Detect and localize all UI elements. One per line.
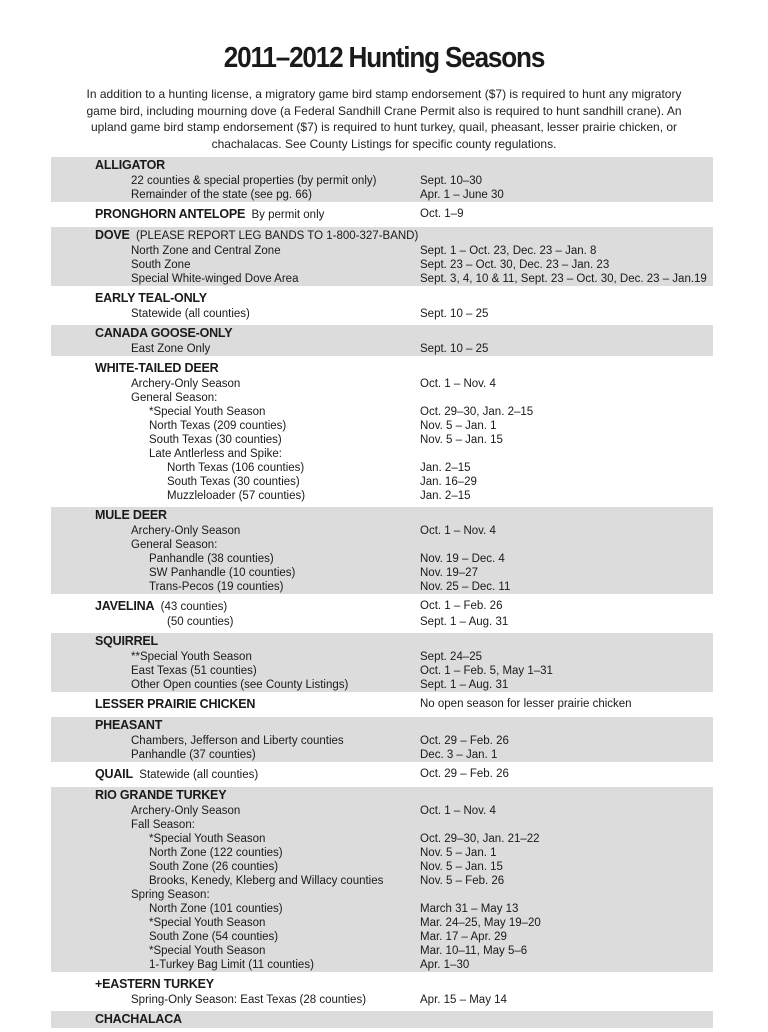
entry-dates: Sept. 23 – Oct. 30, Dec. 23 – Jan. 23 — [420, 259, 610, 271]
season-header-cell — [95, 976, 214, 994]
season-dates: Oct. 29 – Feb. 26 — [420, 768, 509, 780]
entry-label: SW Panhandle (10 counties) — [149, 567, 296, 579]
season-header-line — [51, 227, 713, 244]
entry-label: Muzzleloader (57 counties) — [167, 490, 306, 502]
season-entry — [51, 993, 713, 1007]
season-entry — [51, 888, 713, 902]
entry-label: Spring Season: — [131, 889, 210, 901]
season-header-cell — [95, 360, 218, 378]
entry-label: Statewide (all counties) — [131, 308, 250, 320]
season-row — [51, 227, 713, 290]
entry-label: South Zone (54 counties) — [149, 931, 279, 943]
entry-dates: Sept. 1 – Aug. 31 — [420, 616, 509, 628]
entry-label: Archery-Only Season — [131, 805, 241, 817]
entry-label: Fall Season: — [131, 819, 195, 831]
season-note: Statewide (all counties) — [132, 769, 259, 781]
season-row — [51, 787, 713, 976]
entry-dates: Oct. 1 – Nov. 4 — [420, 378, 496, 390]
season-entry — [51, 342, 713, 356]
entry-dates: Jan. 2–15 — [420, 462, 471, 474]
season-entry — [51, 650, 713, 664]
season-entry — [51, 678, 713, 692]
entry-label: *Special Youth Season — [149, 406, 266, 418]
season-header-cell — [95, 1011, 182, 1029]
page-title: 2011–2012 Hunting Seasons — [223, 42, 545, 74]
season-entry — [51, 538, 713, 552]
season-row — [51, 325, 713, 360]
entry-label: South Zone (26 counties) — [149, 861, 279, 873]
season-header-line — [51, 360, 713, 377]
season-name: EARLY TEAL-ONLY — [95, 291, 207, 305]
season-row — [51, 717, 713, 766]
season-header-cell — [95, 598, 227, 616]
season-name: RIO GRANDE TURKEY — [95, 788, 227, 802]
season-header-line — [51, 766, 713, 783]
entry-label: 22 counties & special properties (by permit only) — [131, 175, 377, 187]
season-row — [51, 1011, 713, 1032]
entry-dates: Nov. 25 – Dec. 11 — [420, 581, 511, 593]
season-name: DOVE — [95, 228, 130, 242]
season-entry — [51, 489, 713, 503]
entry-label: South Zone — [131, 259, 191, 271]
season-row — [51, 157, 713, 206]
season-entry — [51, 433, 713, 447]
entry-dates: Sept. 10–30 — [420, 175, 483, 187]
entry-dates: Nov. 5 – Jan. 15 — [420, 434, 503, 446]
entry-label: 1-Turkey Bag Limit (11 counties) — [149, 959, 314, 971]
season-name: LESSER PRAIRIE CHICKEN — [95, 697, 256, 711]
season-header-line — [51, 787, 713, 804]
season-dates: No open season for lesser prairie chicken — [420, 698, 632, 710]
season-entry — [51, 902, 713, 916]
entry-dates: Dec. 3 – Jan. 1 — [420, 749, 498, 761]
seasons-table — [51, 157, 713, 1032]
season-entry — [51, 615, 713, 629]
season-note: (PLEASE REPORT LEG BANDS TO 1-800-327-BAND) — [129, 230, 419, 242]
entry-label: Brooks, Kenedy, Kleberg and Willacy counties — [149, 875, 384, 887]
entry-label: Archery-Only Season — [131, 525, 241, 537]
entry-dates: Mar. 17 – Apr. 29 — [420, 931, 507, 943]
entry-dates: Sept. 3, 4, 10 & 11, Sept. 23 – Oct. 30, Dec. 23 – Jan.19 — [420, 273, 707, 285]
entry-dates: Oct. 1 – Feb. 5, May 1–31 — [420, 665, 553, 677]
season-entry — [51, 734, 713, 748]
entry-dates: Nov. 5 – Jan. 1 — [420, 420, 497, 432]
season-entry — [51, 916, 713, 930]
entry-dates: Sept. 24–25 — [420, 651, 483, 663]
entry-dates: Apr. 1 – June 30 — [420, 189, 504, 201]
entry-label: North Zone and Central Zone — [131, 245, 281, 257]
season-entry — [51, 307, 713, 321]
season-header-cell — [95, 787, 226, 805]
entry-label: North Texas (209 counties) — [149, 420, 287, 432]
season-entry — [51, 524, 713, 538]
entry-label: South Texas (30 counties) — [149, 434, 282, 446]
season-header-cell — [95, 507, 167, 525]
season-header-cell — [95, 157, 165, 175]
entry-label: Panhandle (38 counties) — [149, 553, 274, 565]
season-entry — [51, 930, 713, 944]
entry-dates: Nov. 5 – Feb. 26 — [420, 875, 505, 887]
season-name: PRONGHORN ANTELOPE — [95, 207, 246, 221]
entry-dates: Apr. 1–30 — [420, 959, 470, 971]
season-entry — [51, 944, 713, 958]
season-name: WHITE-TAILED DEER — [95, 361, 219, 375]
season-note: (43 counties) — [154, 601, 228, 613]
season-header-cell — [95, 290, 207, 308]
entry-label: Panhandle (37 counties) — [131, 749, 256, 761]
entry-label: Other Open counties (see County Listings) — [131, 679, 349, 691]
season-header-cell — [95, 696, 255, 714]
entry-label: Trans-Pecos (19 counties) — [149, 581, 284, 593]
entry-dates: Sept. 10 – 25 — [420, 343, 489, 355]
entry-dates: Jan. 2–15 — [420, 490, 471, 502]
entry-label: Archery-Only Season — [131, 378, 241, 390]
season-row — [51, 696, 713, 717]
entry-label: *Special Youth Season — [149, 917, 266, 929]
season-row — [51, 766, 713, 787]
season-header-cell — [95, 227, 418, 245]
season-entry — [51, 447, 713, 461]
season-name: QUAIL — [95, 767, 133, 781]
entry-dates: Oct. 1 – Nov. 4 — [420, 525, 496, 537]
season-name: CHACHALACA — [95, 1012, 182, 1026]
season-header-line — [51, 598, 713, 615]
season-row — [51, 290, 713, 325]
season-entry — [51, 258, 713, 272]
season-entry — [51, 958, 713, 972]
season-entry — [51, 566, 713, 580]
season-entry — [51, 188, 713, 202]
season-row — [51, 360, 713, 507]
season-entry — [51, 832, 713, 846]
season-header-line — [51, 976, 713, 993]
season-entry — [51, 874, 713, 888]
entry-label: South Texas (30 counties) — [167, 476, 300, 488]
season-note: By permit only — [245, 209, 325, 221]
entry-dates: Mar. 24–25, May 19–20 — [420, 917, 541, 929]
entry-dates: Apr. 15 – May 14 — [420, 994, 507, 1006]
entry-label: North Zone (122 counties) — [149, 847, 283, 859]
entry-label: Special White-winged Dove Area — [131, 273, 299, 285]
season-entry — [51, 174, 713, 188]
season-entry — [51, 860, 713, 874]
season-header-line — [51, 325, 713, 342]
entry-label: *Special Youth Season — [149, 833, 266, 845]
entry-dates: Mar. 10–11, May 5–6 — [420, 945, 528, 957]
season-header-cell — [95, 206, 324, 224]
season-entry — [51, 664, 713, 678]
season-dates: Oct. 1–9 — [420, 208, 464, 220]
season-entry — [51, 580, 713, 594]
entry-label: Late Antlerless and Spike: — [149, 448, 282, 460]
season-entry — [51, 391, 713, 405]
season-row — [51, 507, 713, 598]
entry-label: North Texas (106 counties) — [167, 462, 305, 474]
season-row — [51, 598, 713, 633]
season-header-line — [51, 717, 713, 734]
entry-label: **Special Youth Season — [131, 651, 252, 663]
season-name: MULE DEER — [95, 508, 167, 522]
season-header-line — [51, 290, 713, 307]
season-header-line — [51, 507, 713, 524]
season-name: CANADA GOOSE-ONLY — [95, 326, 233, 340]
season-header-line — [51, 1011, 713, 1028]
entry-dates: March 31 – May 13 — [420, 903, 519, 915]
season-row — [51, 206, 713, 227]
entry-dates: Oct. 29–30, Jan. 2–15 — [420, 406, 534, 418]
season-entry — [51, 748, 713, 762]
season-dates: Oct. 1 – Feb. 26 — [420, 600, 503, 612]
entry-dates: Nov. 19 – Dec. 4 — [420, 553, 505, 565]
entry-dates: Nov. 5 – Jan. 15 — [420, 861, 503, 873]
season-header-line — [51, 157, 713, 174]
season-header-line — [51, 696, 713, 713]
entry-dates: Sept. 10 – 25 — [420, 308, 489, 320]
entry-label: (50 counties) — [167, 616, 234, 628]
season-entry — [51, 419, 713, 433]
entry-label: East Zone Only — [131, 343, 211, 355]
entry-label: Spring-Only Season: East Texas (28 counties) — [131, 994, 367, 1006]
entry-label: General Season: — [131, 539, 218, 551]
season-entry — [51, 552, 713, 566]
season-header-cell — [95, 717, 162, 735]
season-entry — [51, 244, 713, 258]
season-row — [51, 976, 713, 1011]
season-header-line — [51, 206, 713, 223]
entry-label: General Season: — [131, 392, 218, 404]
season-name: JAVELINA — [95, 599, 155, 613]
season-name: ALLIGATOR — [95, 158, 165, 172]
entry-dates: Sept. 1 – Oct. 23, Dec. 23 – Jan. 8 — [420, 245, 597, 257]
season-name: +EASTERN TURKEY — [95, 977, 214, 991]
entry-label: East Texas (51 counties) — [131, 665, 257, 677]
season-name: SQUIRREL — [95, 634, 158, 648]
season-entry — [51, 804, 713, 818]
entry-dates: Sept. 1 – Aug. 31 — [420, 679, 509, 691]
season-entry — [51, 846, 713, 860]
season-row — [51, 633, 713, 696]
season-header-line — [51, 633, 713, 650]
season-entry — [51, 475, 713, 489]
entry-label: *Special Youth Season — [149, 945, 266, 957]
season-entry — [51, 377, 713, 391]
season-entry — [51, 461, 713, 475]
entry-dates: Nov. 5 – Jan. 1 — [420, 847, 497, 859]
season-header-cell — [95, 633, 158, 651]
season-name: PHEASANT — [95, 718, 163, 732]
entry-dates: Nov. 19–27 — [420, 567, 478, 579]
entry-label: North Zone (101 counties) — [149, 903, 283, 915]
season-entry — [51, 272, 713, 286]
season-header-cell — [95, 325, 232, 343]
entry-dates: Oct. 29 – Feb. 26 — [420, 735, 509, 747]
season-entry — [51, 405, 713, 419]
entry-dates: Jan. 16–29 — [420, 476, 477, 488]
entry-label: Chambers, Jefferson and Liberty counties — [131, 735, 344, 747]
entry-label: Remainder of the state (see pg. 66) — [131, 189, 312, 201]
entry-dates: Oct. 1 – Nov. 4 — [420, 805, 496, 817]
intro-paragraph: In addition to a hunting license, a migratory game bird stamp endorsement ($7) is required to hunt any migratory game bird, including mourning dove (a Federal Sandhill Crane Permit also is required to hunt sandhill crane). An upland game bird stamp endorsement ($7) is required to hunt turkey, quail, pheasant, lesser prairie chicken, or chachalacas. See County Listings for specific county regulations. — [86, 87, 682, 151]
entry-dates: Oct. 29–30, Jan. 21–22 — [420, 833, 540, 845]
season-entry — [51, 818, 713, 832]
season-header-cell — [95, 766, 258, 784]
